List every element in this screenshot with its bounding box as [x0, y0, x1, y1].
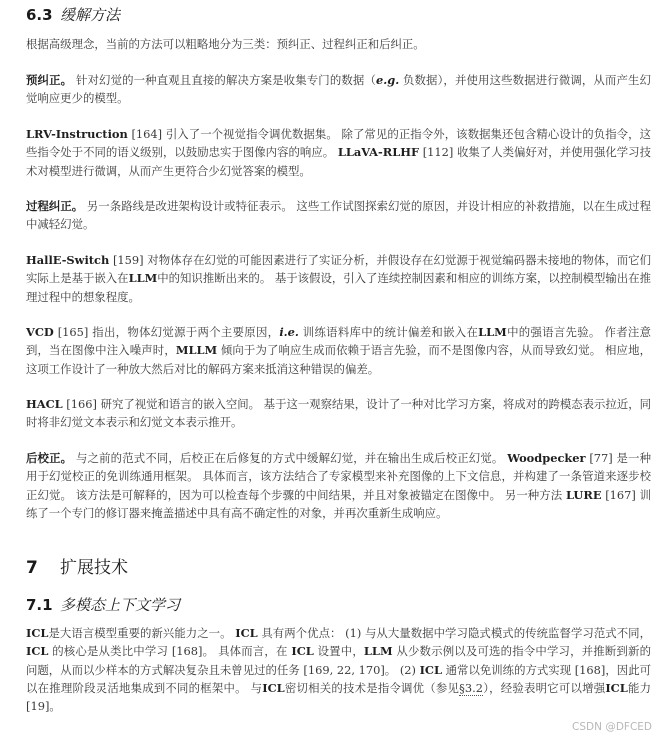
vcd-paragraph	[26, 323, 651, 378]
term: ICL	[291, 644, 314, 659]
text: 针对幻觉的一种直观且直接的解决方案是收集专门的数据（	[72, 73, 377, 87]
method-name: LRV-Instruction	[26, 127, 128, 141]
term: ICL	[235, 626, 258, 640]
method-name: HallE-Switch	[26, 253, 110, 267]
term: LLM	[128, 271, 158, 286]
text: 通常以免训练的方式实现 [168]，因此可以在推理阶段灵活地集成到不同的框架中。 与	[26, 662, 651, 695]
section-title: 扩展技术	[60, 558, 128, 578]
citation[interactable]: [165]	[53, 325, 93, 339]
citation[interactable]: [77]	[585, 451, 617, 465]
term: ICL	[262, 680, 285, 695]
citation[interactable]: [112]	[419, 145, 457, 160]
paragraph-lead: 预纠正。	[26, 73, 73, 87]
text: 中的强语言先验。 作者注意到，当在图像中注入噪声时，	[26, 325, 652, 358]
text: 训练语料库中的统计偏差和嵌入在	[298, 325, 479, 339]
method-name: HACL	[26, 397, 63, 411]
citation[interactable]: [166]	[62, 397, 101, 411]
section-number: 7	[26, 558, 38, 578]
term: ICL	[26, 644, 49, 659]
text: 对物体存在幻觉的可能因素进行了实证分析，并假设存在幻觉源于视觉编码器未接地的物体，而它们实际上是基于嵌入在	[26, 253, 651, 286]
watermark: CSDN @DFCED	[572, 721, 652, 733]
term: LLM	[478, 325, 507, 339]
term: ICL	[419, 662, 442, 677]
section-number: 6.3	[26, 6, 53, 24]
text: 研究了视觉和语言的嵌入空间。 基于这一观察结果，设计了一种对比学习方案，将成对的跨模态表示拉近，同时将非幻觉文本表示和幻觉文本表示推开。	[26, 397, 651, 430]
method-name: Woodpecker	[507, 451, 586, 465]
term: ICL	[26, 626, 49, 640]
text: 指出，物体幻觉源于两个主要原因，	[92, 325, 280, 339]
icl-paragraph	[26, 624, 651, 715]
method-name: LLaVA-RLHF	[337, 145, 420, 160]
section-heading-7-1	[26, 594, 180, 615]
paragraph-lead: 过程纠正。	[26, 199, 84, 213]
section-title: 缓解方法	[60, 6, 121, 24]
term: ICL	[605, 680, 628, 695]
process-correction-paragraph	[26, 197, 651, 234]
section-link[interactable]: §3.2	[459, 680, 483, 695]
text: 倾向于为了响应生成而依赖于语言先验，而不是图像内容，从而导致幻觉。 相应地，这项工作设计了一种放大然后对比的解码方案来抵消这种错误的偏差。	[26, 343, 651, 376]
text: 具有两个优点： (1) 与从大量数据中学习隐式模式的传统监督学习范式不同，	[257, 626, 652, 640]
hacl-paragraph	[26, 395, 651, 432]
post-correction-paragraph	[26, 449, 651, 522]
lrv-paragraph	[26, 125, 651, 180]
section-number: 7.1	[26, 596, 53, 614]
text: ），经验表明它可以增强	[482, 680, 606, 695]
citation[interactable]: [159]	[109, 253, 148, 267]
method-name: LURE	[566, 487, 602, 502]
text: 训练了一个专门的修订器来掩盖描述中具有高不确定性的对象，并再次重新生成响应。	[26, 487, 651, 520]
term: LLM	[363, 644, 393, 659]
section-heading-6-3	[26, 4, 120, 25]
text: 从少数示例以及可选的指令中学习，并推断到新的问题，从而以少样本的方式解决复杂且未曾见过的任务 [169, 22, 170]。 (2)	[26, 644, 651, 677]
text: 的核心是从类比中学习 [168]。 具体而言，在	[48, 644, 292, 659]
ie-abbrev: i.e.	[279, 325, 299, 339]
citation[interactable]: [164]	[127, 127, 166, 141]
text: 是大语言模型重要的新兴能力之一。	[48, 626, 236, 640]
section-title: 多模态上下文学习	[60, 596, 181, 614]
text: 引入了一个视觉指令调优数据集。 除了常见的正指令外，该数据集还包含精心设计的负指令，这些指令处于不同的语义级别，以鼓励忠实于图像内容的响应。	[26, 127, 652, 160]
intro-paragraph: 根据高级理念，当前的方法可以粗略地分为三类：预纠正、过程纠正和后纠正。	[26, 37, 425, 51]
text: 收集了人类偏好对，并使用强化学习技术对模型进行微调，从而产生更符合少幻觉答案的模型。	[26, 145, 651, 178]
text: 另一条路线是改进架构设计或特征表示。 这些工作试图探索幻觉的原因，并设计相应的补救措施，以在生成过程中减轻幻觉。	[26, 199, 651, 232]
text: 能力[19]。	[26, 680, 651, 714]
eg-abbrev: e.g.	[376, 73, 400, 87]
text: 与之前的范式不同，后校正在后修复的方式中缓解幻觉，并在输出生成后校正幻觉。	[72, 451, 508, 465]
paragraph-lead: 后校正。	[26, 451, 73, 465]
halle-paragraph	[26, 251, 651, 306]
citation[interactable]: [167]	[601, 487, 640, 502]
section-heading-7	[26, 553, 128, 578]
text: 是一种用于幻觉校正的免训练通用框架。 具体而言，该方法结合了专家模型来补充图像的上下文信息，并构建了一条管道来逐步校正幻觉。 该方法是可解释的，因为可以检查每个步骤的中间结果，并且对象被锚定在图像中。 另一种方法	[26, 451, 651, 502]
text: 中的知识推断出来的。 基于该假设，引入了连续控制因素和相应的训练方案，以控制模型输出在推理过程中的想象程度。	[26, 271, 651, 304]
pre-correction-paragraph	[26, 71, 651, 108]
text: 负数据），并使用这些数据进行微调，从而产生幻觉响应更少的模型。	[26, 73, 651, 106]
text: 密切相关的技术是指令调优（参见	[284, 680, 460, 695]
text: 设置中，	[313, 644, 364, 659]
method-name: VCD	[26, 325, 54, 339]
term: MLLM	[175, 343, 218, 358]
